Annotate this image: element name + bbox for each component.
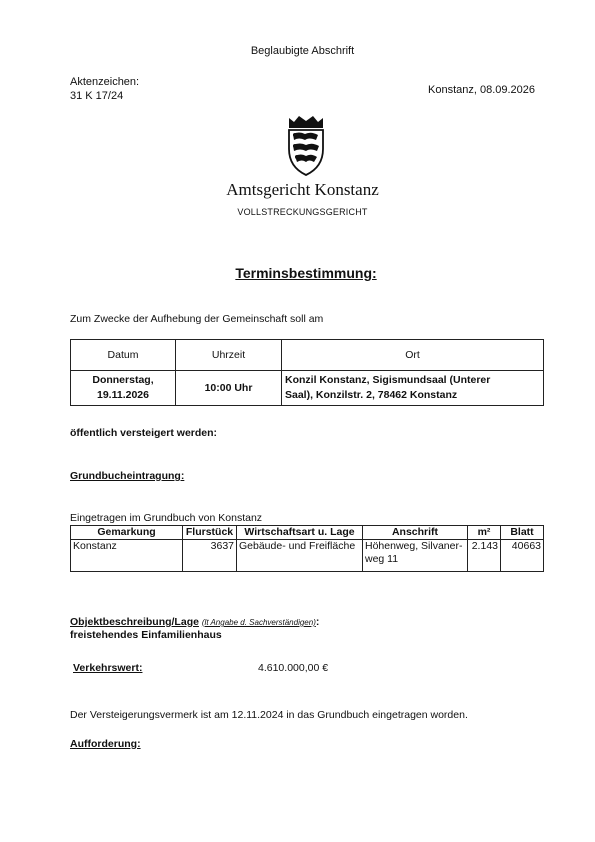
object-heading-label: Objektbeschreibung/Lage bbox=[70, 616, 199, 628]
appointment-date bbox=[71, 371, 176, 406]
object-heading-note: (lt Angabe d. Sachverständigen) bbox=[201, 618, 316, 627]
object-description: freistehendes Einfamilienhaus bbox=[70, 629, 222, 641]
market-value-label: Verkehrswert: bbox=[73, 662, 143, 674]
court-department: VOLLSTRECKUNGSGERICHT bbox=[237, 207, 368, 217]
object-heading bbox=[70, 616, 319, 628]
column-header-flurstueck: Flurstück bbox=[183, 526, 237, 540]
column-header-gemarkung: Gemarkung bbox=[71, 526, 183, 540]
appointment-time: 10:00 Uhr bbox=[176, 371, 282, 406]
appointment-table-row bbox=[71, 371, 544, 406]
file-number: 31 K 17/24 bbox=[70, 90, 124, 102]
cell-anschrift-line1: Höhenweg, Silvaner- bbox=[365, 540, 463, 552]
cell-blatt: 40663 bbox=[501, 540, 544, 572]
column-header-date: Datum bbox=[71, 340, 176, 371]
cell-anschrift-line2: weg 11 bbox=[365, 553, 399, 565]
column-header-wirtschaftsart: Wirtschaftsart u. Lage bbox=[237, 526, 363, 540]
object-heading-suffix: : bbox=[315, 616, 320, 628]
court-name: Amtsgericht Konstanz bbox=[226, 180, 379, 199]
document-header-title: Beglaubigte Abschrift bbox=[250, 45, 355, 57]
cell-wirtschaftsart: Gebäude- und Freifläche bbox=[237, 540, 363, 572]
place-and-date: Konstanz, 08.09.2026 bbox=[428, 84, 536, 96]
land-register-heading: Grundbucheintragung: bbox=[70, 470, 185, 482]
crown-icon bbox=[289, 116, 323, 128]
column-header-time: Uhrzeit bbox=[176, 340, 282, 371]
cell-flurstueck: 3637 bbox=[183, 540, 237, 572]
column-header-blatt: Blatt bbox=[501, 526, 544, 540]
column-header-area: m² bbox=[468, 526, 501, 540]
appointment-table-header bbox=[71, 340, 544, 371]
land-register-table bbox=[70, 525, 544, 572]
market-value: 4.610.000,00 € bbox=[258, 662, 329, 674]
column-header-place: Ort bbox=[282, 340, 544, 371]
appointment-place bbox=[282, 371, 544, 406]
land-register-intro: Eingetragen im Grundbuch von Konstanz bbox=[70, 512, 263, 524]
coat-of-arms-icon bbox=[283, 115, 329, 177]
appointment-place-line2: Saal), Konzilstr. 2, 78462 Konstanz bbox=[285, 389, 458, 401]
appointment-date-value: 19.11.2026 bbox=[97, 389, 149, 401]
file-number-label: Aktenzeichen: bbox=[70, 76, 140, 88]
table-row bbox=[71, 540, 544, 572]
cell-area: 2.143 bbox=[468, 540, 501, 572]
appointment-weekday: Donnerstag, bbox=[92, 374, 154, 386]
registration-note: Der Versteigerungsvermerk ist am 12.11.2024 in das Grundbuch eingetragen worden. bbox=[70, 709, 468, 721]
land-register-table-header bbox=[71, 526, 544, 540]
appointment-table bbox=[70, 339, 544, 406]
cell-gemarkung: Konstanz bbox=[71, 540, 183, 572]
lions-icon bbox=[293, 133, 319, 163]
cell-anschrift bbox=[363, 540, 468, 572]
request-heading: Aufforderung: bbox=[70, 738, 141, 750]
auction-note: öffentlich versteigert werden: bbox=[70, 427, 218, 439]
intro-text: Zum Zwecke der Aufhebung der Gemeinschaft soll am bbox=[70, 313, 324, 325]
appointment-place-line1: Konzil Konstanz, Sigismundsaal (Unterer bbox=[285, 374, 491, 386]
column-header-anschrift: Anschrift bbox=[363, 526, 468, 540]
document-title: Terminsbestimmung: bbox=[235, 265, 377, 281]
